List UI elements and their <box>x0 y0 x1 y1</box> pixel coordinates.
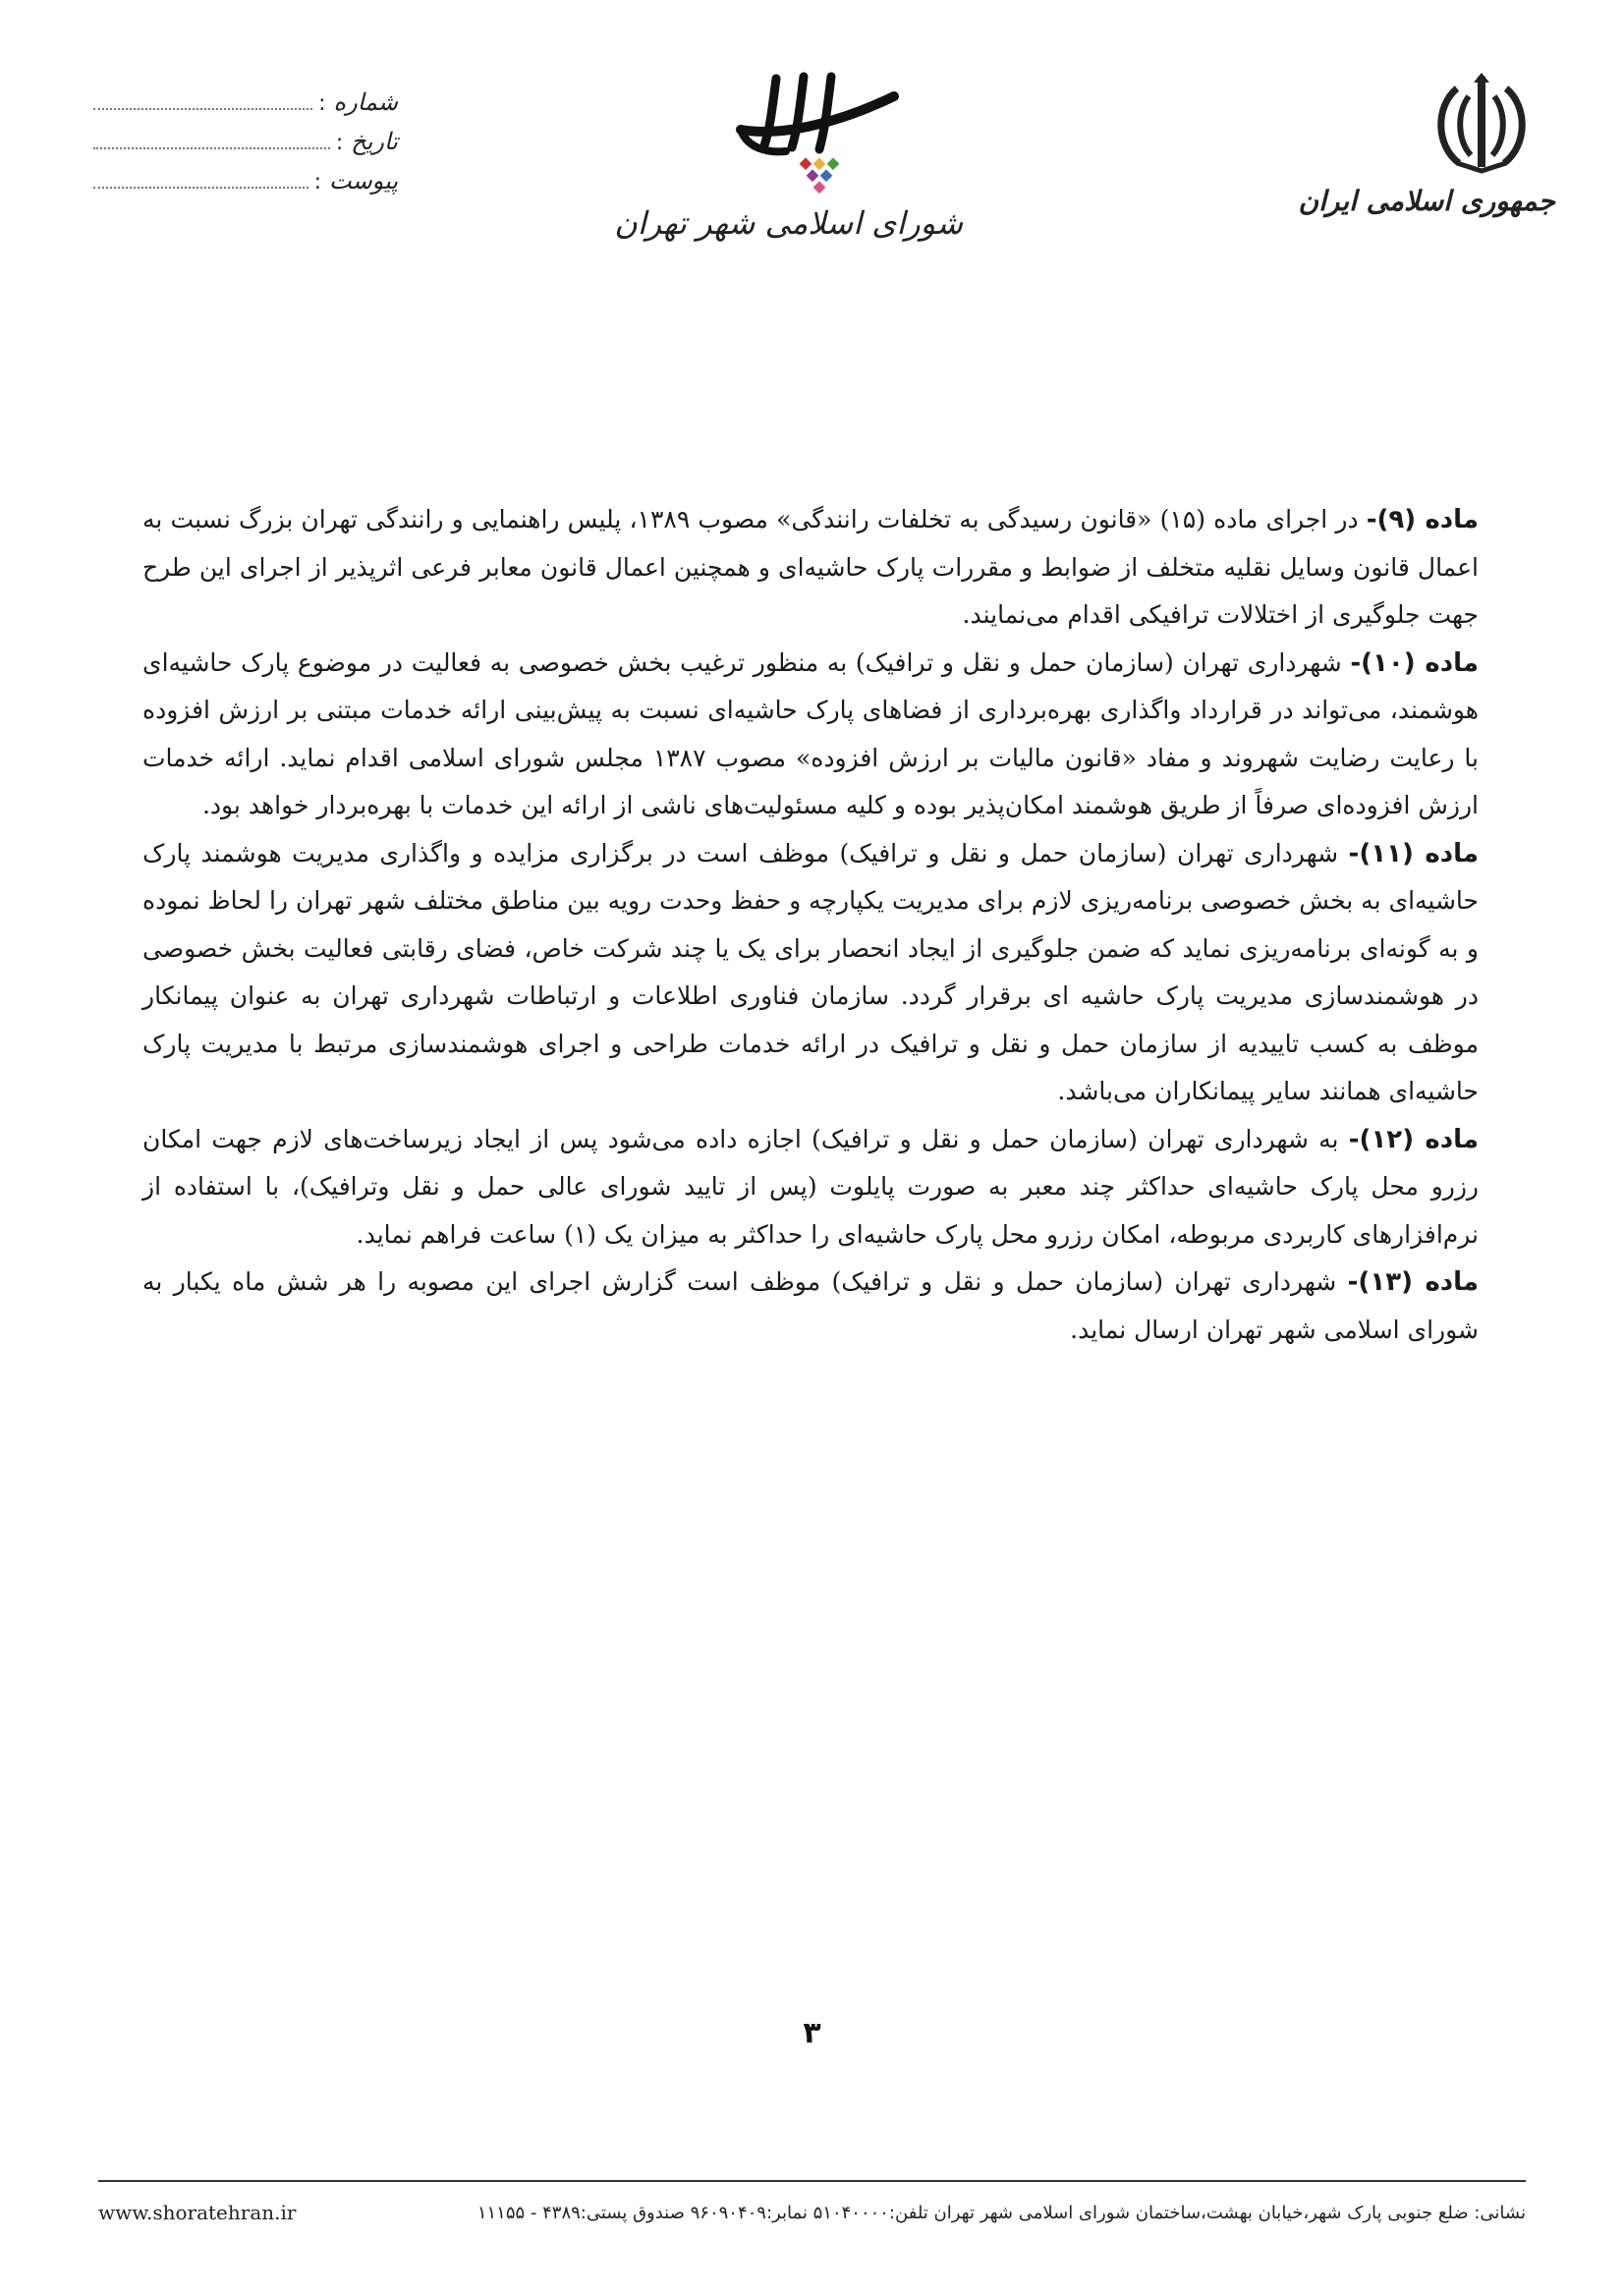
footer <box>98 2193 1526 2232</box>
emblem-caption: جمهوری اسلامی ایران <box>1298 185 1555 217</box>
article-13-title: ماده (۱۳)- <box>1347 1267 1479 1297</box>
meta-number-sep: : <box>318 91 326 116</box>
meta-attachment-sep: : <box>313 170 321 195</box>
article-10-title: ماده (۱۰)- <box>1350 647 1479 678</box>
meta-date-row <box>93 128 398 167</box>
footer-divider <box>98 2180 1526 2182</box>
meta-number-row <box>93 88 398 128</box>
article-11-title: ماده (۱۱)- <box>1348 838 1479 868</box>
meta-number-label: شماره <box>333 88 398 116</box>
article-10 <box>142 640 1479 830</box>
article-9-text: در اجرای ماده (۱۵) «قانون رسیدگی به تخلفات رانندگی» مصوب ۱۳۸۹، پلیس راهنمایی و رانندگی تهران بزرگ نسبت به اعمال قانون وسایل نقلیه متخلف از ضوابط و مقررات پارک حاشیه‌ای و همچنین اعمال قانون معابر فرعی اثرپذیر از اجرای این طرح جهت جلوگیری از اختلالات ترافیکی اقدام می‌نمایند. <box>142 505 1479 629</box>
article-12 <box>142 1116 1479 1260</box>
article-11-text: شهرداری تهران (سازمان حمل و نقل و ترافیک) موظف است در برگزاری مزایده و واگذاری مدیریت هوشمند پارک حاشیه‌ای به بخش خصوصی برنامه‌ریزی لازم برای مدیریت یکپارچه و حفظ وحدت رویه بین مناطق مختلف شهر تهران را لحاظ نموده و به گونه‌ای برنامه‌ریزی نماید که ضمن جلوگیری از ایجاد انحصار برای یک یا چند شرکت خاص، فضای رقابتی فعالیت بخش خصوصی در هوشمندسازی مدیریت پارک حاشیه ای برقرار گردد. سازمان فناوری اطلاعات و ارتباطات شهرداری تهران به عنوان پیمانکار موظف به کسب تاییدیه از سازمان حمل و نقل و ترافیک در ارائه خدمات طراحی و اجرای هوشمندسازی مرتبط با مدیریت پارک حاشیه‌ای همانند سایر پیمانکاران می‌باشد. <box>142 838 1479 1105</box>
article-13-text: شهرداری تهران (سازمان حمل و نقل و ترافیک) موظف است گزارش اجرای این مصوبه را هر شش ماه یکبار به شورای اسلامی شهر تهران ارسال نماید. <box>142 1267 1479 1344</box>
iran-emblem <box>1298 69 1555 217</box>
council-caption: شورای اسلامی شهر تهران <box>614 204 963 242</box>
article-9-title: ماده (۹)- <box>1366 505 1479 534</box>
footer-address: نشانی: ضلع جنوبی پارک شهر،خیابان بهشت،ساختمان شورای اسلامی شهر تهران تلفن:۵۱۰۴۰۰۰۰ نمابر:۹۶۰۹۰۴۰۹ صندوق پستی:۴۳۸۹ - ۱۱۱۵۵ <box>476 2202 1526 2223</box>
meta-attachment-line <box>93 169 308 189</box>
footer-website-link[interactable]: www.shoratehran.ir <box>98 2201 297 2224</box>
council-logo <box>614 69 963 242</box>
page-number: ۳ <box>803 2016 821 2050</box>
council-logo-icon <box>717 69 914 196</box>
meta-attachment-row <box>93 167 398 206</box>
article-11 <box>142 830 1479 1116</box>
iran-emblem-icon <box>1428 69 1536 177</box>
meta-attachment-label: پیوست <box>329 167 398 195</box>
meta-date-line <box>93 130 330 149</box>
article-12-text: به شهرداری تهران (سازمان حمل و نقل و ترافیک) اجازه داده می‌شود پس از ایجاد زیرساخت‌های لازم جهت امکان رزرو محل پارک حاشیه‌ای حداکثر چند معبر به صورت پایلوت (پس از تایید شورای عالی حمل و نقل وترافیک)، با استفاده از نرم‌افزارهای کاربردی مربوطه، امکان رزرو محل پارک حاشیه‌ای را حداکثر به میزان یک (۱) ساعت فراهم نماید. <box>142 1124 1479 1249</box>
document-body <box>142 496 1479 1354</box>
article-12-title: ماده (۱۲)- <box>1348 1124 1479 1154</box>
meta-date-label: تاریخ <box>351 128 398 155</box>
letter-meta <box>93 88 398 206</box>
article-10-text: شهرداری تهران (سازمان حمل و نقل و ترافیک) به منظور ترغیب بخش خصوصی به فعالیت در موضوع پارک حاشیه‌ای هوشمند، می‌تواند در قرارداد واگذاری بهره‌برداری از فضاهای پارک حاشیه‌ای نسبت به پیش‌بینی ارائه خدمات مبتنی بر ارزش افزوده با رعایت رضایت شهروند و مفاد «قانون مالیات بر ارزش افزوده» مصوب ۱۳۸۷ مجلس شورای اسلامی اقدام نماید. ارائه خدمات ارزش افزوده‌ای صرفاً از طریق هوشمند امکان‌پذیر بوده و کلیه مسئولیت‌های ناشی از ارائه این خدمات با بهره‌بردار خواهد بود. <box>142 647 1479 819</box>
article-9 <box>142 496 1479 640</box>
meta-date-sep: : <box>335 131 344 155</box>
article-13 <box>142 1259 1479 1354</box>
meta-number-line <box>93 90 312 110</box>
